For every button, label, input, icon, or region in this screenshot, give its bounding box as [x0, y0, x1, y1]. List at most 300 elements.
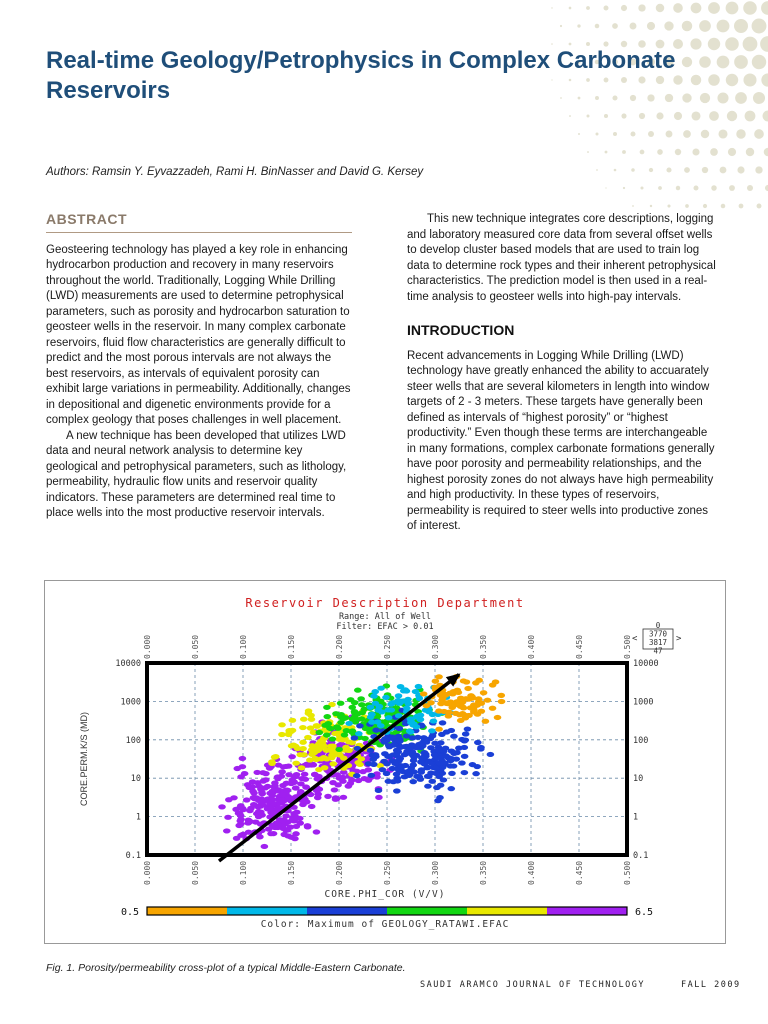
scatter-point	[477, 746, 485, 751]
scatter-point	[290, 742, 298, 747]
scatter-point	[354, 688, 362, 693]
x-tick-label-bottom: 0.250	[383, 860, 392, 885]
decor-dot	[734, 19, 748, 33]
decor-dot	[752, 19, 767, 34]
scatter-point	[340, 716, 348, 721]
colorbar-max: 6.5	[635, 907, 654, 918]
colorbar-segment	[467, 907, 548, 915]
scatter-point	[269, 789, 277, 794]
decor-dot	[632, 205, 634, 207]
scatter-point	[266, 799, 274, 804]
decor-dot	[693, 185, 698, 190]
scatter-point	[315, 767, 323, 772]
x-tick-label-bottom: 0.300	[431, 860, 440, 885]
y-tick-label-right: 10000	[633, 659, 659, 669]
scatter-point	[452, 756, 460, 761]
scatter-point	[313, 723, 321, 728]
scatter-point	[279, 783, 287, 788]
scatter-point	[339, 775, 347, 780]
scatter-point	[317, 756, 325, 761]
scatter-point	[472, 771, 480, 776]
decor-dot	[761, 1, 768, 15]
scatter-point	[323, 714, 331, 719]
scatter-point	[407, 729, 415, 734]
decor-dot	[604, 114, 608, 118]
scatter-point	[415, 684, 423, 689]
scatter-point	[335, 747, 343, 752]
decor-dot	[640, 186, 643, 189]
scatter-point	[239, 756, 247, 761]
footer-season: FALL 2009	[681, 980, 741, 990]
scatter-point	[356, 723, 364, 728]
scatter-point	[418, 767, 426, 772]
colorbar-label: Color: Maximum of GEOLOGY_RATAWI.EFAC	[260, 919, 510, 930]
scatter-point	[385, 743, 393, 748]
scatter-point	[420, 691, 428, 696]
decor-dot	[703, 204, 707, 208]
decor-dot	[684, 167, 690, 173]
decor-dot	[621, 113, 626, 118]
footer-journal: SAUDI ARAMCO JOURNAL OF TECHNOLOGY	[420, 980, 645, 990]
scatter-point	[417, 741, 425, 746]
scatter-point	[402, 751, 410, 756]
scatter-point	[410, 758, 418, 763]
scatter-point	[300, 752, 308, 757]
scatter-point	[461, 770, 469, 775]
x-tick-label-top: 0.250	[383, 634, 392, 659]
scatter-point	[437, 701, 445, 706]
scatter-point	[274, 825, 282, 830]
chart-title: Reservoir Description Department	[245, 596, 525, 610]
scatter-point	[266, 766, 274, 771]
x-tick-label-top: 0.050	[191, 634, 200, 659]
scatter-point	[368, 720, 376, 725]
decor-dot	[743, 73, 756, 86]
scatter-point	[396, 701, 404, 706]
scatter-point	[278, 722, 286, 727]
scatter-point	[327, 745, 335, 750]
scatter-point	[454, 688, 462, 693]
x-axis-label: CORE.PHI_COR (V/V)	[324, 889, 446, 900]
decor-dot	[735, 92, 747, 104]
scatter-point	[293, 824, 301, 829]
scatter-point	[457, 704, 465, 709]
scatter-point	[467, 693, 475, 698]
decor-dot	[614, 169, 617, 172]
x-tick-label-bottom: 0.200	[335, 860, 344, 885]
scatter-point	[292, 774, 300, 779]
scatter-point	[267, 831, 275, 836]
colorbar-segment	[147, 907, 228, 915]
decor-dot	[674, 112, 682, 120]
scatter-point	[367, 748, 375, 753]
scatter-point	[382, 695, 390, 700]
y-tick-label-right: 0.1	[633, 851, 649, 861]
scatter-point	[292, 761, 300, 766]
decor-dot	[726, 74, 738, 86]
scatter-point	[271, 755, 279, 760]
scatter-point	[278, 769, 286, 774]
decor-dot	[708, 74, 720, 86]
decor-dot	[727, 111, 737, 121]
x-tick-label-top: 0.400	[527, 634, 536, 659]
scatter-point	[316, 730, 324, 735]
decor-dot	[640, 150, 645, 155]
scatter-point	[324, 794, 332, 799]
scatter-point	[431, 757, 439, 762]
scatter-point	[410, 721, 418, 726]
decor-dot	[683, 130, 691, 138]
scatter-point	[431, 741, 439, 746]
scatter-point	[450, 703, 458, 708]
scatter-point	[246, 808, 254, 813]
scatter-point	[332, 797, 340, 802]
decor-dot	[720, 167, 727, 174]
x-tick-label-bottom: 0.500	[623, 860, 632, 885]
y-tick-label-left: 10	[130, 774, 141, 785]
decor-dot	[612, 23, 618, 29]
scatter-point	[351, 735, 359, 740]
scatter-point	[409, 762, 417, 767]
scatter-point	[473, 703, 481, 708]
scatter-point	[458, 760, 466, 765]
scatter-point	[324, 721, 332, 726]
y-tick-label-left: 10000	[115, 659, 141, 669]
scatter-point	[487, 752, 495, 757]
scatter-point	[329, 761, 337, 766]
scatter-point	[304, 824, 312, 829]
scatter-point	[428, 728, 436, 733]
decor-dot	[691, 111, 700, 120]
scatter-point	[417, 777, 425, 782]
scatter-point	[368, 712, 376, 717]
abstract-paragraph-3: This new technique integrates core descriptions, logging and laboratory measured core data from several offset wells to develop cluster based models that are used to train log data to determine rock types and their inherent petrophysical characteristics. The prediction model is then used in a real-time analysis to geosteer wells into high-pay intervals.	[407, 213, 716, 303]
decor-dot	[569, 115, 571, 117]
scatter-point	[421, 761, 429, 766]
scatter-point	[355, 778, 363, 783]
scatter-point	[460, 678, 468, 683]
decor-dot	[701, 130, 709, 138]
scatter-point	[393, 772, 401, 777]
decor-dot	[710, 148, 718, 156]
scatter-point	[323, 732, 331, 737]
decor-dot	[587, 151, 589, 153]
decor-dot	[551, 43, 553, 45]
scatter-point	[372, 728, 380, 733]
decor-dot	[656, 112, 663, 119]
scatter-point	[224, 815, 232, 820]
decor-dot	[648, 131, 654, 137]
scatter-point	[480, 690, 488, 695]
scatter-point	[308, 752, 316, 757]
scatter-point	[460, 745, 468, 750]
colorbar-min: 0.5	[120, 907, 139, 918]
scatter-point	[329, 736, 337, 741]
scatter-point	[375, 795, 383, 800]
scatter-point	[437, 693, 445, 698]
scatter-point	[306, 757, 314, 762]
decor-dot	[755, 166, 762, 173]
x-tick-label-bottom: 0.100	[239, 860, 248, 885]
decor-dot	[569, 7, 572, 10]
decor-dot	[746, 148, 754, 156]
decor-dot	[725, 37, 739, 51]
decor-dot	[752, 55, 766, 69]
decor-dot	[605, 187, 606, 188]
scatter-point	[372, 701, 380, 706]
scatter-point	[299, 725, 307, 730]
decor-dot	[761, 73, 768, 86]
colorbar-segment	[307, 907, 388, 915]
x-tick-label-bottom: 0.450	[575, 860, 584, 885]
scatter-point	[286, 730, 294, 735]
decor-dot	[650, 205, 652, 207]
scatter-point	[355, 731, 363, 736]
scatter-point	[308, 717, 316, 722]
scatter-point	[482, 719, 490, 724]
scatter-point	[287, 834, 295, 839]
scatter-point	[396, 726, 404, 731]
decor-dot	[673, 3, 683, 13]
scatter-point	[292, 785, 300, 790]
scatter-point	[332, 711, 340, 716]
decor-dot	[622, 150, 626, 154]
decor-dot	[737, 166, 744, 173]
decor-dot	[578, 133, 580, 135]
scatter-point	[438, 732, 446, 737]
decor-dot	[726, 2, 739, 15]
decor-dot	[685, 204, 689, 208]
scatter-point	[235, 823, 243, 828]
scatter-point	[368, 773, 376, 778]
scatter-point	[377, 723, 385, 728]
decor-dot	[605, 151, 608, 154]
page-footer	[420, 980, 741, 990]
scatter-point	[425, 709, 433, 714]
scatter-point	[329, 780, 337, 785]
decor-dot	[639, 113, 645, 119]
scatter-point	[237, 774, 245, 779]
scatter-point	[461, 754, 469, 759]
scatter-point	[432, 766, 440, 771]
scatter-point	[323, 705, 331, 710]
scatter-point	[359, 769, 367, 774]
scatter-point	[274, 774, 282, 779]
stats-arrow-left: <	[632, 634, 638, 644]
scatter-point	[289, 718, 297, 723]
scatter-point	[377, 686, 385, 691]
x-tick-label-top: 0.100	[239, 634, 248, 659]
scatter-point	[447, 786, 455, 791]
decor-dot	[764, 148, 768, 157]
scatter-point	[441, 760, 449, 765]
scatter-point	[439, 720, 447, 725]
decor-dot	[604, 6, 609, 11]
scatter-point	[387, 702, 395, 707]
scatter-point	[445, 713, 453, 718]
scatter-point	[425, 774, 433, 779]
scatter-point	[422, 752, 430, 757]
scatter-point	[427, 700, 435, 705]
scatter-point	[262, 777, 270, 782]
decor-dot	[656, 4, 664, 12]
decor-dot	[682, 21, 693, 32]
scatter-point	[316, 787, 324, 792]
decor-dot	[676, 186, 680, 190]
scatter-point	[417, 717, 425, 722]
scatter-point	[218, 804, 226, 809]
chart-subtitle-filter: Filter: EFAC > 0.01	[336, 622, 434, 632]
scatter-point	[244, 820, 252, 825]
scatter-point	[389, 735, 397, 740]
scatter-point	[494, 715, 502, 720]
right-column	[407, 212, 717, 535]
abstract-paragraph-2: A new technique has been developed that utilizes LWD data and neural network analysis to determine key geological and petrophysical parameters, such as lithology, permeability, hydraulic flow units and reservoir quality indicators. These parameters are determined real time to place wells into the most productive reservoir intervals.	[46, 429, 347, 519]
scatter-point	[384, 754, 392, 759]
scatter-point	[380, 738, 388, 743]
y-axis-label: CORE.PERM.K/S (MD)	[79, 711, 89, 807]
scatter-point	[278, 732, 286, 737]
crossplot-chart	[45, 581, 725, 943]
scatter-point	[435, 727, 443, 732]
decor-dot	[691, 3, 702, 14]
scatter-point	[293, 810, 301, 815]
x-tick-label-bottom: 0.350	[479, 860, 488, 885]
scatter-point	[379, 767, 387, 772]
scatter-point	[302, 777, 310, 782]
scatter-point	[282, 813, 290, 818]
chart-subtitle-range: Range: All of Well	[338, 612, 432, 622]
decor-dot	[709, 111, 719, 121]
scatter-point	[290, 780, 298, 785]
scatter-point	[273, 806, 281, 811]
scatter-point	[394, 778, 402, 783]
scatter-point	[282, 764, 290, 769]
decor-dot	[734, 55, 748, 69]
scatter-point	[378, 709, 386, 714]
decor-dot	[596, 133, 599, 136]
scatter-point	[398, 765, 406, 770]
decor-dot	[631, 168, 635, 172]
scatter-point	[265, 827, 273, 832]
scatter-point	[249, 779, 257, 784]
scatter-point	[405, 773, 413, 778]
decor-dot	[596, 169, 598, 171]
scatter-point	[314, 795, 322, 800]
scatter-point	[426, 736, 434, 741]
decor-dot	[623, 187, 625, 189]
y-tick-label-right: 1	[633, 812, 639, 823]
scatter-point	[442, 753, 450, 758]
scatter-point	[243, 797, 251, 802]
scatter-point	[250, 795, 258, 800]
scatter-point	[237, 803, 245, 808]
x-tick-label-bottom: 0.400	[527, 860, 536, 885]
abstract-heading: ABSTRACT	[46, 212, 352, 233]
y-tick-label-right: 1000	[633, 697, 654, 708]
x-tick-label-top: 0.000	[143, 634, 152, 659]
scatter-point	[249, 789, 257, 794]
scatter-point	[320, 744, 328, 749]
scatter-point	[289, 817, 297, 822]
decor-dot	[717, 92, 728, 103]
scatter-point	[300, 717, 308, 722]
figure-caption: Fig. 1. Porosity/permeability cross-plot of a typical Middle-Eastern Carbonate.	[46, 962, 406, 974]
decor-dot	[658, 186, 662, 190]
x-tick-label-top: 0.500	[623, 634, 632, 659]
scatter-point	[308, 804, 316, 809]
scatter-point	[331, 787, 339, 792]
decor-dot	[743, 1, 757, 15]
scatter-point	[385, 779, 393, 784]
scatter-point	[462, 731, 470, 736]
x-tick-label-bottom: 0.000	[143, 860, 152, 885]
scatter-point	[349, 730, 357, 735]
decor-dot	[754, 129, 764, 139]
scatter-point	[395, 693, 403, 698]
y-tick-label-left: 100	[125, 735, 141, 746]
x-tick-label-bottom: 0.050	[191, 860, 200, 885]
decor-dot	[708, 2, 720, 14]
scatter-point	[435, 674, 443, 679]
decor-dot	[747, 185, 753, 191]
scatter-point	[305, 711, 313, 716]
scatter-point	[475, 678, 483, 683]
decor-dot	[586, 6, 590, 10]
decor-dot	[721, 204, 726, 209]
stats-value: 0	[655, 621, 661, 630]
decor-dot	[718, 129, 727, 138]
decor-dot	[666, 131, 673, 138]
left-column	[46, 212, 352, 522]
scatter-point	[462, 737, 470, 742]
scatter-point	[498, 699, 506, 704]
decor-dot	[757, 204, 762, 209]
colorbar-segment	[227, 907, 308, 915]
scatter-point	[400, 688, 408, 693]
scatter-point	[433, 785, 441, 790]
scatter-point	[409, 779, 417, 784]
scatter-point	[459, 711, 467, 716]
scatter-point	[492, 679, 500, 684]
scatter-point	[478, 709, 486, 714]
scatter-point	[284, 788, 292, 793]
scatter-point	[392, 752, 400, 757]
scatter-point	[313, 829, 321, 834]
decor-dot	[760, 36, 768, 52]
decor-dot	[613, 132, 617, 136]
stats-value: 3770	[648, 629, 668, 639]
scatter-point	[467, 705, 475, 710]
stats-arrow-right: >	[676, 634, 682, 644]
scatter-point	[497, 693, 505, 698]
decor-dot	[702, 167, 708, 173]
scatter-point	[237, 813, 245, 818]
scatter-point	[268, 761, 276, 766]
scatter-point	[288, 754, 296, 759]
scatter-point	[256, 834, 264, 839]
decorative-dot-pattern	[468, 0, 768, 230]
decor-dot	[649, 168, 653, 172]
scatter-point	[223, 828, 231, 833]
scatter-point	[317, 738, 325, 743]
scatter-point	[367, 705, 375, 710]
decor-dot	[560, 25, 562, 27]
decor-dot	[587, 115, 590, 118]
scatter-point	[340, 795, 348, 800]
scatter-point	[285, 772, 293, 777]
scatter-point	[255, 809, 263, 814]
